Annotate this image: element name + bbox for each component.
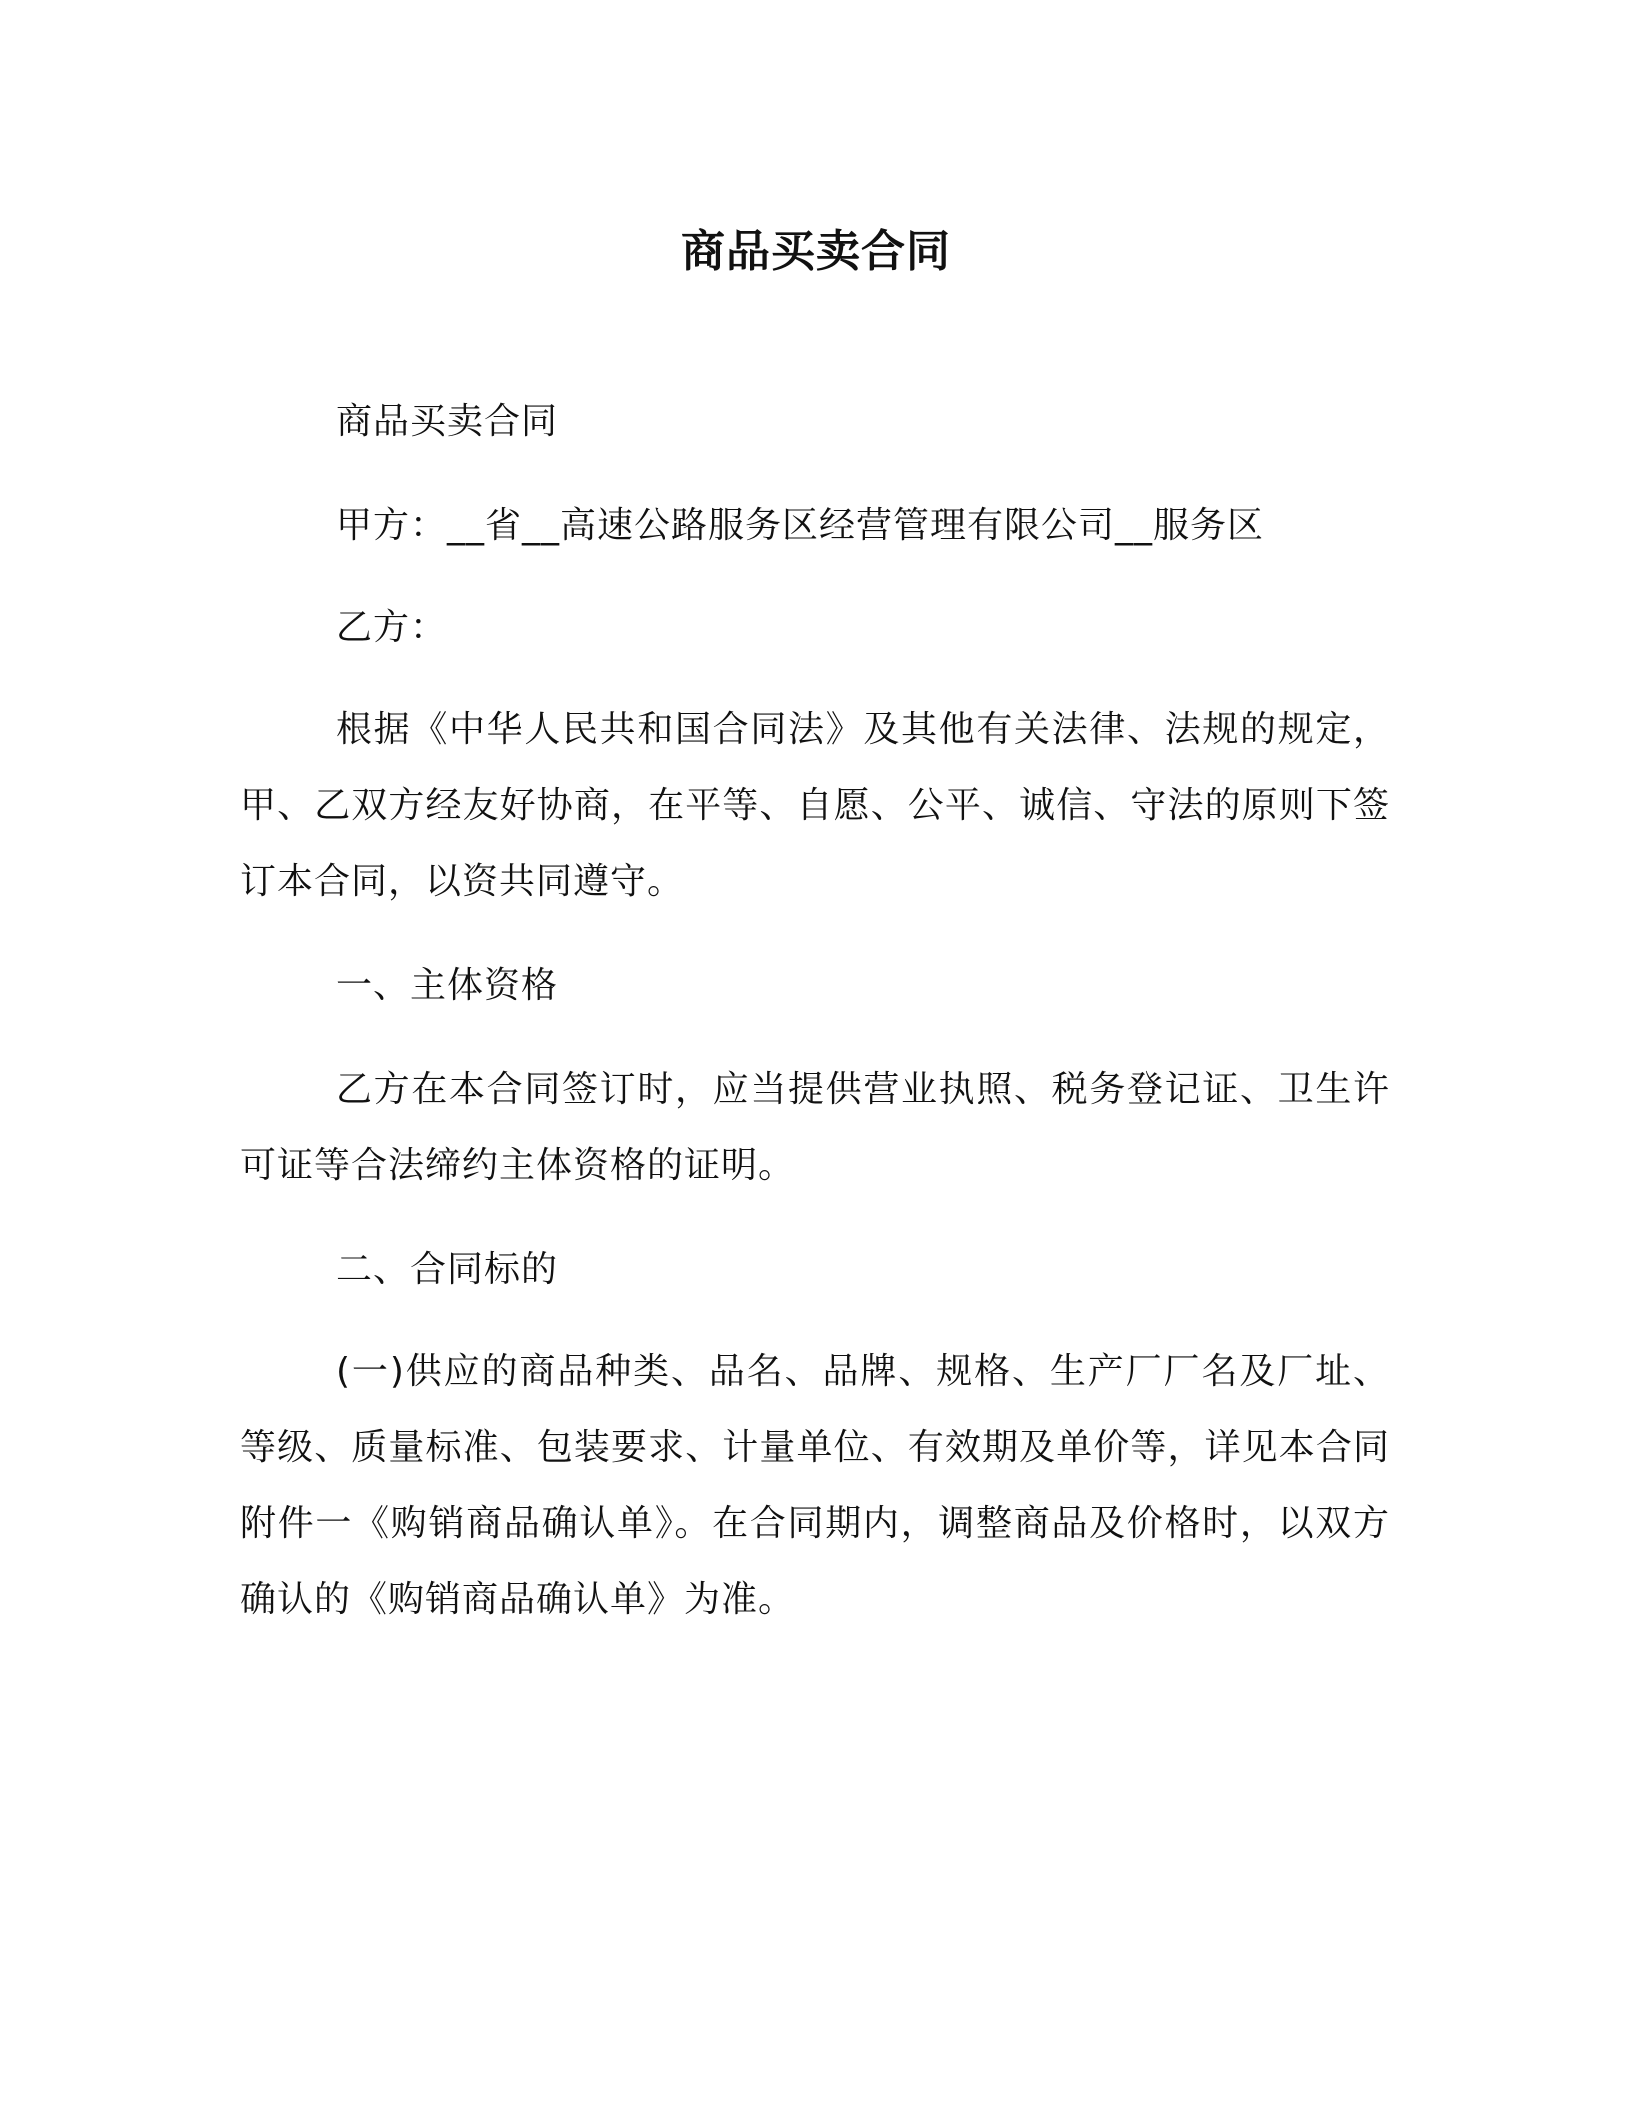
- section-2-heading: 二、合同标的: [336, 1249, 559, 1290]
- document-title: 商品买卖合同: [681, 226, 951, 277]
- section-2-body: (一)供应的商品种类、品名、品牌、规格、生产厂厂名及厂址、等级、质量标准、包装要求、计量单位、有效期及单价等，详见本合同附件一《购销商品确认单》。在合同期内，调整商品及价格时，以双方确认的《购销商品确认单》为准。: [240, 1351, 1390, 1620]
- preamble-paragraph: 根据《中华人民共和国合同法》及其他有关法律、法规的规定，甲、乙双方经友好协商，在平等、自愿、公平、诚信、守法的原则下签订本合同，以资共同遵守。: [240, 709, 1390, 902]
- section-1-body: 乙方在本合同签订时，应当提供营业执照、税务登记证、卫生许可证等合法缔约主体资格的证明。: [240, 1069, 1390, 1186]
- contract-subtitle: 商品买卖合同: [336, 401, 559, 442]
- party-a-line: 甲方：__省__高速公路服务区经营管理有限公司__服务区: [336, 505, 1265, 546]
- section-1-heading: 一、主体资格: [336, 965, 559, 1006]
- party-b-line: 乙方：: [336, 607, 448, 648]
